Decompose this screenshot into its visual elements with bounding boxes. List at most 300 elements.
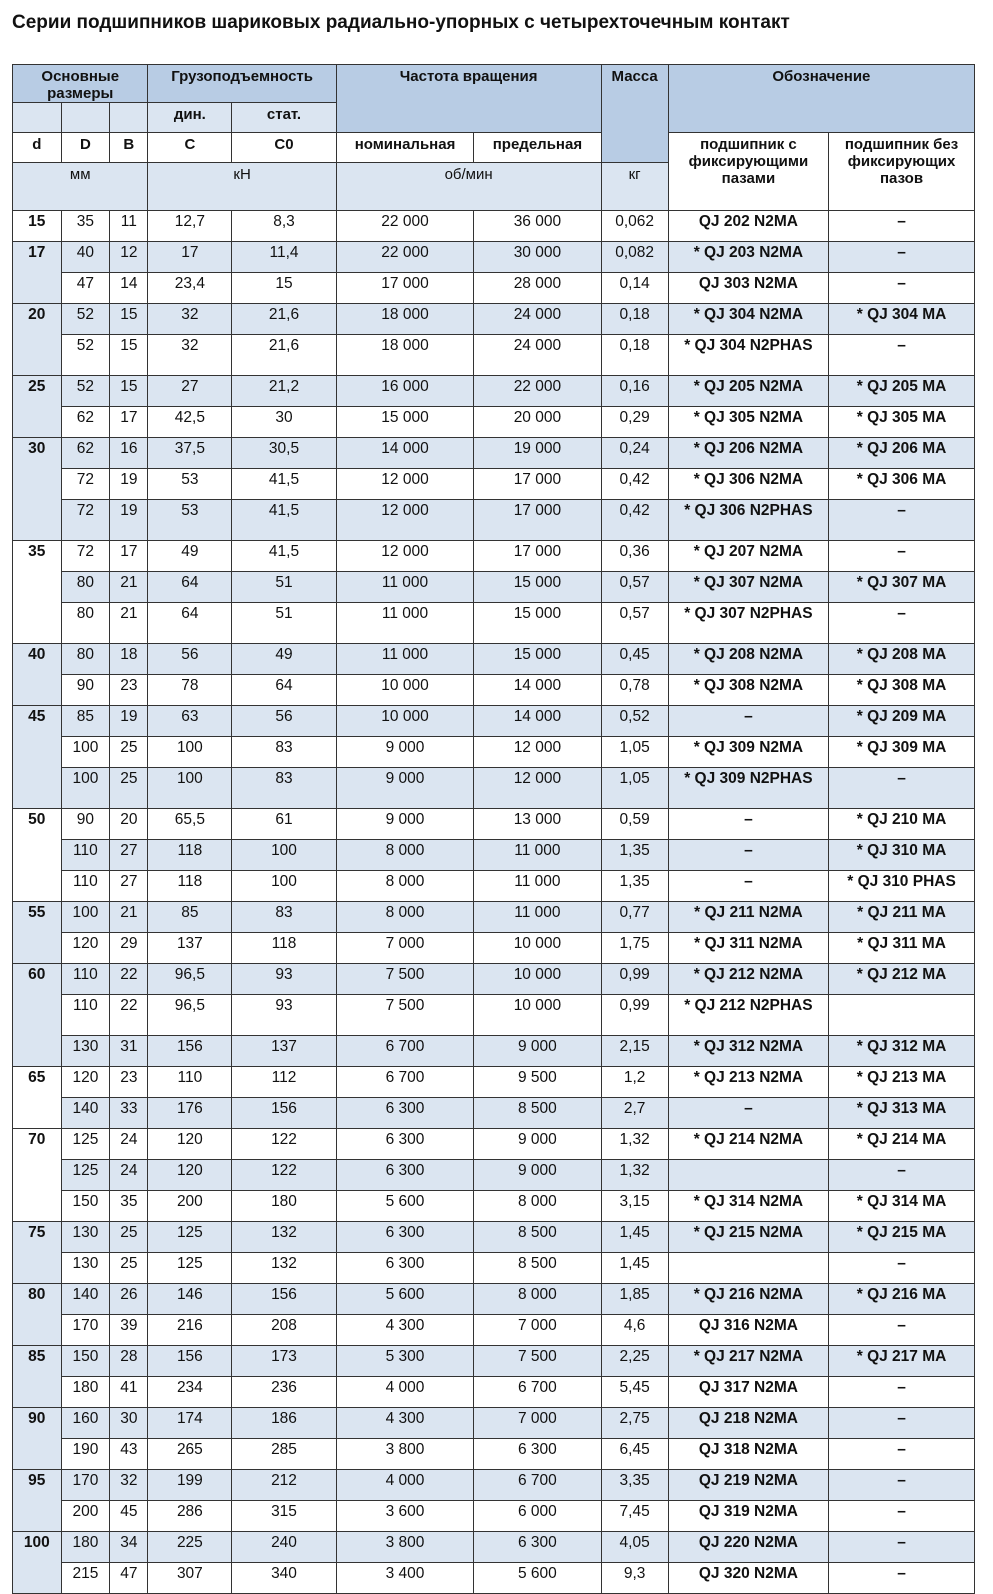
- table-row: [13, 1191, 975, 1222]
- cell-D: 52: [61, 335, 110, 376]
- cell-D: 40: [61, 242, 110, 273]
- cell-speed-nominal: 6 700: [336, 1067, 474, 1098]
- cell-speed-nominal: 8 000: [336, 871, 474, 902]
- cell-D: 80: [61, 572, 110, 603]
- cell-mass: 1,32: [601, 1129, 668, 1160]
- cell-mass: 3,35: [601, 1470, 668, 1501]
- table-row: [13, 964, 975, 995]
- cell-C: 110: [148, 1067, 232, 1098]
- table-row: [13, 273, 975, 304]
- table-row: [13, 1222, 975, 1253]
- cell-speed-nominal: 3 600: [336, 1501, 474, 1532]
- cell-B: 23: [110, 1067, 148, 1098]
- cell-designation-without-slots: –: [829, 211, 975, 242]
- table-row: [13, 809, 975, 840]
- cell-B: 31: [110, 1036, 148, 1067]
- cell-speed-nominal: 10 000: [336, 706, 474, 737]
- cell-speed-nominal: 18 000: [336, 304, 474, 335]
- cell-C: 120: [148, 1129, 232, 1160]
- cell-B: 25: [110, 1253, 148, 1284]
- cell-B: 26: [110, 1284, 148, 1315]
- table-row: [13, 1563, 975, 1594]
- cell-C: 56: [148, 644, 232, 675]
- cell-mass: 2,75: [601, 1408, 668, 1439]
- cell-C0: 51: [232, 603, 336, 644]
- cell-designation-with-slots: * QJ 306 N2PHAS: [668, 500, 828, 541]
- cell-designation-with-slots: * QJ 217 N2MA: [668, 1346, 828, 1377]
- cell-B: 32: [110, 1470, 148, 1501]
- cell-d: 65: [13, 1067, 62, 1129]
- header-main-dims: Основные размеры: [13, 65, 148, 103]
- cell-designation-without-slots: * QJ 308 MA: [829, 675, 975, 706]
- cell-D: 130: [61, 1253, 110, 1284]
- cell-speed-limit: 9 000: [474, 1160, 601, 1191]
- cell-designation-without-slots: * QJ 312 MA: [829, 1036, 975, 1067]
- cell-speed-limit: 8 000: [474, 1284, 601, 1315]
- cell-D: 130: [61, 1036, 110, 1067]
- cell-D: 120: [61, 933, 110, 964]
- cell-mass: 0,36: [601, 541, 668, 572]
- cell-designation-with-slots: * QJ 311 N2MA: [668, 933, 828, 964]
- cell-designation-without-slots: * QJ 215 MA: [829, 1222, 975, 1253]
- cell-designation-with-slots: * QJ 205 N2MA: [668, 376, 828, 407]
- cell-D: 180: [61, 1532, 110, 1563]
- cell-designation-with-slots: * QJ 212 N2MA: [668, 964, 828, 995]
- cell-designation-without-slots: * QJ 305 MA: [829, 407, 975, 438]
- cell-speed-nominal: 5 600: [336, 1284, 474, 1315]
- table-row: [13, 706, 975, 737]
- cell-speed-limit: 11 000: [474, 902, 601, 933]
- cell-mass: 3,15: [601, 1191, 668, 1222]
- cell-designation-with-slots: * QJ 211 N2MA: [668, 902, 828, 933]
- cell-speed-limit: 6 000: [474, 1501, 601, 1532]
- cell-designation-with-slots: * QJ 305 N2MA: [668, 407, 828, 438]
- cell-mass: 1,85: [601, 1284, 668, 1315]
- cell-B: 21: [110, 902, 148, 933]
- cell-D: 150: [61, 1191, 110, 1222]
- table-row: [13, 603, 975, 644]
- cell-B: 35: [110, 1191, 148, 1222]
- table-row: [13, 1408, 975, 1439]
- cell-speed-nominal: 15 000: [336, 407, 474, 438]
- cell-C0: 21,6: [232, 335, 336, 376]
- header-stat: стат.: [232, 103, 336, 133]
- cell-speed-nominal: 16 000: [336, 376, 474, 407]
- cell-speed-nominal: 11 000: [336, 644, 474, 675]
- cell-d: 15: [13, 211, 62, 242]
- cell-speed-nominal: 4 300: [336, 1315, 474, 1346]
- cell-C: 225: [148, 1532, 232, 1563]
- cell-designation-without-slots: * QJ 216 MA: [829, 1284, 975, 1315]
- cell-mass: 0,24: [601, 438, 668, 469]
- cell-C0: 30: [232, 407, 336, 438]
- cell-designation-with-slots: * QJ 203 N2MA: [668, 242, 828, 273]
- cell-D: 100: [61, 902, 110, 933]
- cell-B: 30: [110, 1408, 148, 1439]
- cell-B: 27: [110, 840, 148, 871]
- cell-mass: 0,16: [601, 376, 668, 407]
- table-row: [13, 242, 975, 273]
- table-row: [13, 871, 975, 902]
- cell-B: 28: [110, 1346, 148, 1377]
- table-row: [13, 1315, 975, 1346]
- header-d: d: [13, 133, 62, 163]
- cell-C0: 122: [232, 1160, 336, 1191]
- cell-D: 52: [61, 304, 110, 335]
- cell-designation-with-slots: * QJ 314 N2MA: [668, 1191, 828, 1222]
- cell-D: 72: [61, 500, 110, 541]
- cell-designation-without-slots: * QJ 214 MA: [829, 1129, 975, 1160]
- cell-C: 176: [148, 1098, 232, 1129]
- cell-speed-limit: 14 000: [474, 675, 601, 706]
- cell-speed-limit: 9 000: [474, 1129, 601, 1160]
- cell-B: 17: [110, 541, 148, 572]
- table-row: [13, 1439, 975, 1470]
- cell-C: 32: [148, 335, 232, 376]
- cell-C0: 61: [232, 809, 336, 840]
- cell-speed-nominal: 22 000: [336, 242, 474, 273]
- cell-speed-limit: 28 000: [474, 273, 601, 304]
- cell-speed-limit: 8 500: [474, 1253, 601, 1284]
- cell-C: 85: [148, 902, 232, 933]
- header-dyn: дин.: [148, 103, 232, 133]
- cell-speed-nominal: 18 000: [336, 335, 474, 376]
- cell-speed-limit: 17 000: [474, 541, 601, 572]
- cell-speed-limit: 6 300: [474, 1532, 601, 1563]
- cell-C: 125: [148, 1222, 232, 1253]
- cell-speed-nominal: 6 300: [336, 1129, 474, 1160]
- unit-kg: кг: [601, 163, 668, 211]
- cell-C: 64: [148, 572, 232, 603]
- cell-B: 19: [110, 500, 148, 541]
- cell-mass: 4,05: [601, 1532, 668, 1563]
- cell-d: 95: [13, 1470, 62, 1532]
- cell-designation-with-slots: * QJ 212 N2PHAS: [668, 995, 828, 1036]
- header-speed: Частота вращения: [336, 65, 601, 133]
- cell-D: 52: [61, 376, 110, 407]
- cell-B: 11: [110, 211, 148, 242]
- cell-designation-without-slots: * QJ 311 MA: [829, 933, 975, 964]
- cell-designation-without-slots: * QJ 209 MA: [829, 706, 975, 737]
- cell-mass: 9,3: [601, 1563, 668, 1594]
- cell-mass: 1,05: [601, 737, 668, 768]
- cell-C0: 180: [232, 1191, 336, 1222]
- cell-designation-without-slots: –: [829, 273, 975, 304]
- cell-designation-with-slots: * QJ 214 N2MA: [668, 1129, 828, 1160]
- cell-mass: 2,15: [601, 1036, 668, 1067]
- cell-speed-limit: 8 000: [474, 1191, 601, 1222]
- cell-designation-with-slots: * QJ 308 N2MA: [668, 675, 828, 706]
- cell-D: 110: [61, 995, 110, 1036]
- cell-d: 75: [13, 1222, 62, 1284]
- table-row: [13, 1098, 975, 1129]
- cell-designation-without-slots: * QJ 208 MA: [829, 644, 975, 675]
- cell-speed-nominal: 7 500: [336, 995, 474, 1036]
- cell-D: 215: [61, 1563, 110, 1594]
- table-row: [13, 1284, 975, 1315]
- cell-designation-with-slots: * QJ 306 N2MA: [668, 469, 828, 500]
- cell-C: 200: [148, 1191, 232, 1222]
- cell-designation-with-slots: –: [668, 871, 828, 902]
- cell-designation-without-slots: * QJ 213 MA: [829, 1067, 975, 1098]
- cell-D: 200: [61, 1501, 110, 1532]
- cell-designation-with-slots: * QJ 309 N2PHAS: [668, 768, 828, 809]
- cell-d: 80: [13, 1284, 62, 1346]
- cell-mass: 0,99: [601, 964, 668, 995]
- cell-C: 49: [148, 541, 232, 572]
- cell-C0: 122: [232, 1129, 336, 1160]
- cell-designation-with-slots: –: [668, 809, 828, 840]
- cell-C0: 137: [232, 1036, 336, 1067]
- cell-designation-with-slots: QJ 303 N2MA: [668, 273, 828, 304]
- cell-speed-limit: 13 000: [474, 809, 601, 840]
- cell-C0: 156: [232, 1098, 336, 1129]
- cell-speed-limit: 10 000: [474, 933, 601, 964]
- table-row: [13, 840, 975, 871]
- cell-C0: 118: [232, 933, 336, 964]
- cell-d: 90: [13, 1408, 62, 1470]
- cell-B: 16: [110, 438, 148, 469]
- cell-speed-limit: 20 000: [474, 407, 601, 438]
- unit-kn: кН: [148, 163, 336, 211]
- cell-designation-without-slots: * QJ 210 MA: [829, 809, 975, 840]
- header-without-slots: подшипник без фиксирующих пазов: [829, 133, 975, 211]
- cell-speed-nominal: 4 000: [336, 1377, 474, 1408]
- cell-D: 180: [61, 1377, 110, 1408]
- header-mass: Масса: [601, 65, 668, 163]
- table-row: [13, 995, 975, 1036]
- cell-D: 170: [61, 1315, 110, 1346]
- cell-designation-with-slots: QJ 316 N2MA: [668, 1315, 828, 1346]
- cell-designation-with-slots: QJ 219 N2MA: [668, 1470, 828, 1501]
- cell-D: 100: [61, 768, 110, 809]
- cell-B: 18: [110, 644, 148, 675]
- cell-D: 125: [61, 1129, 110, 1160]
- cell-speed-nominal: 8 000: [336, 902, 474, 933]
- cell-designation-with-slots: [668, 1160, 828, 1191]
- cell-designation-without-slots: –: [829, 1563, 975, 1594]
- table-row: [13, 675, 975, 706]
- cell-speed-limit: 6 700: [474, 1470, 601, 1501]
- cell-speed-limit: 24 000: [474, 304, 601, 335]
- cell-designation-with-slots: QJ 320 N2MA: [668, 1563, 828, 1594]
- cell-d: 20: [13, 304, 62, 376]
- cell-designation-without-slots: –: [829, 541, 975, 572]
- table-row: [13, 376, 975, 407]
- cell-designation-with-slots: * QJ 304 N2MA: [668, 304, 828, 335]
- cell-designation-without-slots: –: [829, 1253, 975, 1284]
- cell-D: 62: [61, 407, 110, 438]
- cell-C: 53: [148, 500, 232, 541]
- cell-B: 22: [110, 995, 148, 1036]
- cell-mass: 0,57: [601, 603, 668, 644]
- table-row: [13, 737, 975, 768]
- bearing-table: [12, 64, 975, 1594]
- cell-mass: 0,14: [601, 273, 668, 304]
- cell-speed-nominal: 6 300: [336, 1160, 474, 1191]
- cell-mass: 0,18: [601, 335, 668, 376]
- cell-B: 45: [110, 1501, 148, 1532]
- cell-designation-without-slots: –: [829, 1532, 975, 1563]
- empty-cell: [13, 103, 62, 133]
- cell-B: 12: [110, 242, 148, 273]
- cell-D: 72: [61, 541, 110, 572]
- cell-C: 118: [148, 871, 232, 902]
- cell-designation-without-slots: * QJ 304 MA: [829, 304, 975, 335]
- table-row: [13, 1253, 975, 1284]
- cell-speed-limit: 9 500: [474, 1067, 601, 1098]
- cell-C0: 100: [232, 840, 336, 871]
- table-row: [13, 304, 975, 335]
- cell-C0: 64: [232, 675, 336, 706]
- cell-D: 100: [61, 737, 110, 768]
- cell-speed-nominal: 7 500: [336, 964, 474, 995]
- cell-designation-with-slots: * QJ 207 N2MA: [668, 541, 828, 572]
- cell-speed-nominal: 6 300: [336, 1253, 474, 1284]
- cell-mass: 0,29: [601, 407, 668, 438]
- cell-d: 100: [13, 1532, 62, 1594]
- table-row: [13, 902, 975, 933]
- header-limit: предельная: [474, 133, 601, 163]
- cell-speed-limit: 11 000: [474, 840, 601, 871]
- cell-speed-nominal: 3 400: [336, 1563, 474, 1594]
- cell-D: 110: [61, 964, 110, 995]
- cell-speed-nominal: 17 000: [336, 273, 474, 304]
- cell-C: 146: [148, 1284, 232, 1315]
- cell-C0: 41,5: [232, 541, 336, 572]
- cell-designation-without-slots: * QJ 314 MA: [829, 1191, 975, 1222]
- cell-D: 35: [61, 211, 110, 242]
- cell-mass: 4,6: [601, 1315, 668, 1346]
- cell-speed-limit: 8 500: [474, 1098, 601, 1129]
- cell-speed-limit: 6 700: [474, 1377, 601, 1408]
- cell-speed-nominal: 4 300: [336, 1408, 474, 1439]
- cell-speed-limit: 10 000: [474, 964, 601, 995]
- cell-C0: 83: [232, 768, 336, 809]
- cell-designation-without-slots: –: [829, 335, 975, 376]
- cell-B: 20: [110, 809, 148, 840]
- header-nominal: номинальная: [336, 133, 474, 163]
- cell-speed-limit: 14 000: [474, 706, 601, 737]
- cell-C: 42,5: [148, 407, 232, 438]
- cell-C: 12,7: [148, 211, 232, 242]
- cell-C: 96,5: [148, 964, 232, 995]
- cell-designation-with-slots: QJ 220 N2MA: [668, 1532, 828, 1563]
- cell-designation-with-slots: * QJ 213 N2MA: [668, 1067, 828, 1098]
- cell-designation-without-slots: –: [829, 1160, 975, 1191]
- cell-C: 65,5: [148, 809, 232, 840]
- cell-B: 14: [110, 273, 148, 304]
- cell-speed-nominal: 3 800: [336, 1532, 474, 1563]
- cell-designation-with-slots: * QJ 304 N2PHAS: [668, 335, 828, 376]
- cell-mass: 0,062: [601, 211, 668, 242]
- cell-d: 45: [13, 706, 62, 809]
- cell-designation-without-slots: * QJ 310 PHAS: [829, 871, 975, 902]
- cell-B: 21: [110, 572, 148, 603]
- cell-designation-without-slots: * QJ 217 MA: [829, 1346, 975, 1377]
- cell-B: 25: [110, 1222, 148, 1253]
- cell-designation-without-slots: –: [829, 1501, 975, 1532]
- cell-mass: 0,42: [601, 469, 668, 500]
- cell-C0: 21,6: [232, 304, 336, 335]
- cell-designation-without-slots: –: [829, 500, 975, 541]
- cell-B: 15: [110, 376, 148, 407]
- cell-speed-nominal: 3 800: [336, 1439, 474, 1470]
- cell-speed-nominal: 5 600: [336, 1191, 474, 1222]
- table-row: [13, 1501, 975, 1532]
- cell-designation-with-slots: * QJ 309 N2MA: [668, 737, 828, 768]
- cell-speed-limit: 12 000: [474, 768, 601, 809]
- cell-C: 307: [148, 1563, 232, 1594]
- cell-mass: 1,32: [601, 1160, 668, 1191]
- header-C0: C0: [232, 133, 336, 163]
- cell-D: 80: [61, 644, 110, 675]
- cell-C: 96,5: [148, 995, 232, 1036]
- table-row: [13, 1377, 975, 1408]
- cell-B: 15: [110, 304, 148, 335]
- cell-designation-with-slots: QJ 318 N2MA: [668, 1439, 828, 1470]
- cell-designation-with-slots: * QJ 312 N2MA: [668, 1036, 828, 1067]
- cell-C: 64: [148, 603, 232, 644]
- cell-C0: 41,5: [232, 469, 336, 500]
- cell-speed-limit: 17 000: [474, 500, 601, 541]
- cell-B: 25: [110, 737, 148, 768]
- cell-C: 234: [148, 1377, 232, 1408]
- cell-B: 34: [110, 1532, 148, 1563]
- cell-C0: 212: [232, 1470, 336, 1501]
- cell-mass: 0,99: [601, 995, 668, 1036]
- cell-C: 265: [148, 1439, 232, 1470]
- cell-C0: 56: [232, 706, 336, 737]
- cell-C0: 100: [232, 871, 336, 902]
- cell-C0: 340: [232, 1563, 336, 1594]
- cell-B: 24: [110, 1160, 148, 1191]
- cell-designation-with-slots: * QJ 307 N2MA: [668, 572, 828, 603]
- cell-d: 25: [13, 376, 62, 438]
- cell-designation-without-slots: * QJ 309 MA: [829, 737, 975, 768]
- table-row: [13, 572, 975, 603]
- cell-mass: 0,59: [601, 809, 668, 840]
- cell-mass: 0,52: [601, 706, 668, 737]
- cell-d: 60: [13, 964, 62, 1067]
- cell-B: 43: [110, 1439, 148, 1470]
- cell-speed-limit: 15 000: [474, 572, 601, 603]
- cell-C0: 186: [232, 1408, 336, 1439]
- cell-C0: 285: [232, 1439, 336, 1470]
- empty-cell: [61, 103, 110, 133]
- cell-D: 90: [61, 675, 110, 706]
- cell-mass: 1,35: [601, 840, 668, 871]
- cell-C: 125: [148, 1253, 232, 1284]
- cell-mass: 1,75: [601, 933, 668, 964]
- cell-designation-without-slots: * QJ 211 MA: [829, 902, 975, 933]
- cell-speed-limit: 11 000: [474, 871, 601, 902]
- cell-C0: 93: [232, 964, 336, 995]
- cell-speed-nominal: 7 000: [336, 933, 474, 964]
- cell-designation-with-slots: –: [668, 706, 828, 737]
- cell-speed-limit: 7 000: [474, 1408, 601, 1439]
- cell-mass: 1,45: [601, 1222, 668, 1253]
- cell-C0: 93: [232, 995, 336, 1036]
- cell-D: 125: [61, 1160, 110, 1191]
- cell-mass: 0,78: [601, 675, 668, 706]
- table-row: [13, 469, 975, 500]
- cell-C0: 132: [232, 1222, 336, 1253]
- cell-mass: 0,57: [601, 572, 668, 603]
- cell-designation-without-slots: –: [829, 768, 975, 809]
- cell-designation-without-slots: –: [829, 603, 975, 644]
- cell-designation-with-slots: [668, 1253, 828, 1284]
